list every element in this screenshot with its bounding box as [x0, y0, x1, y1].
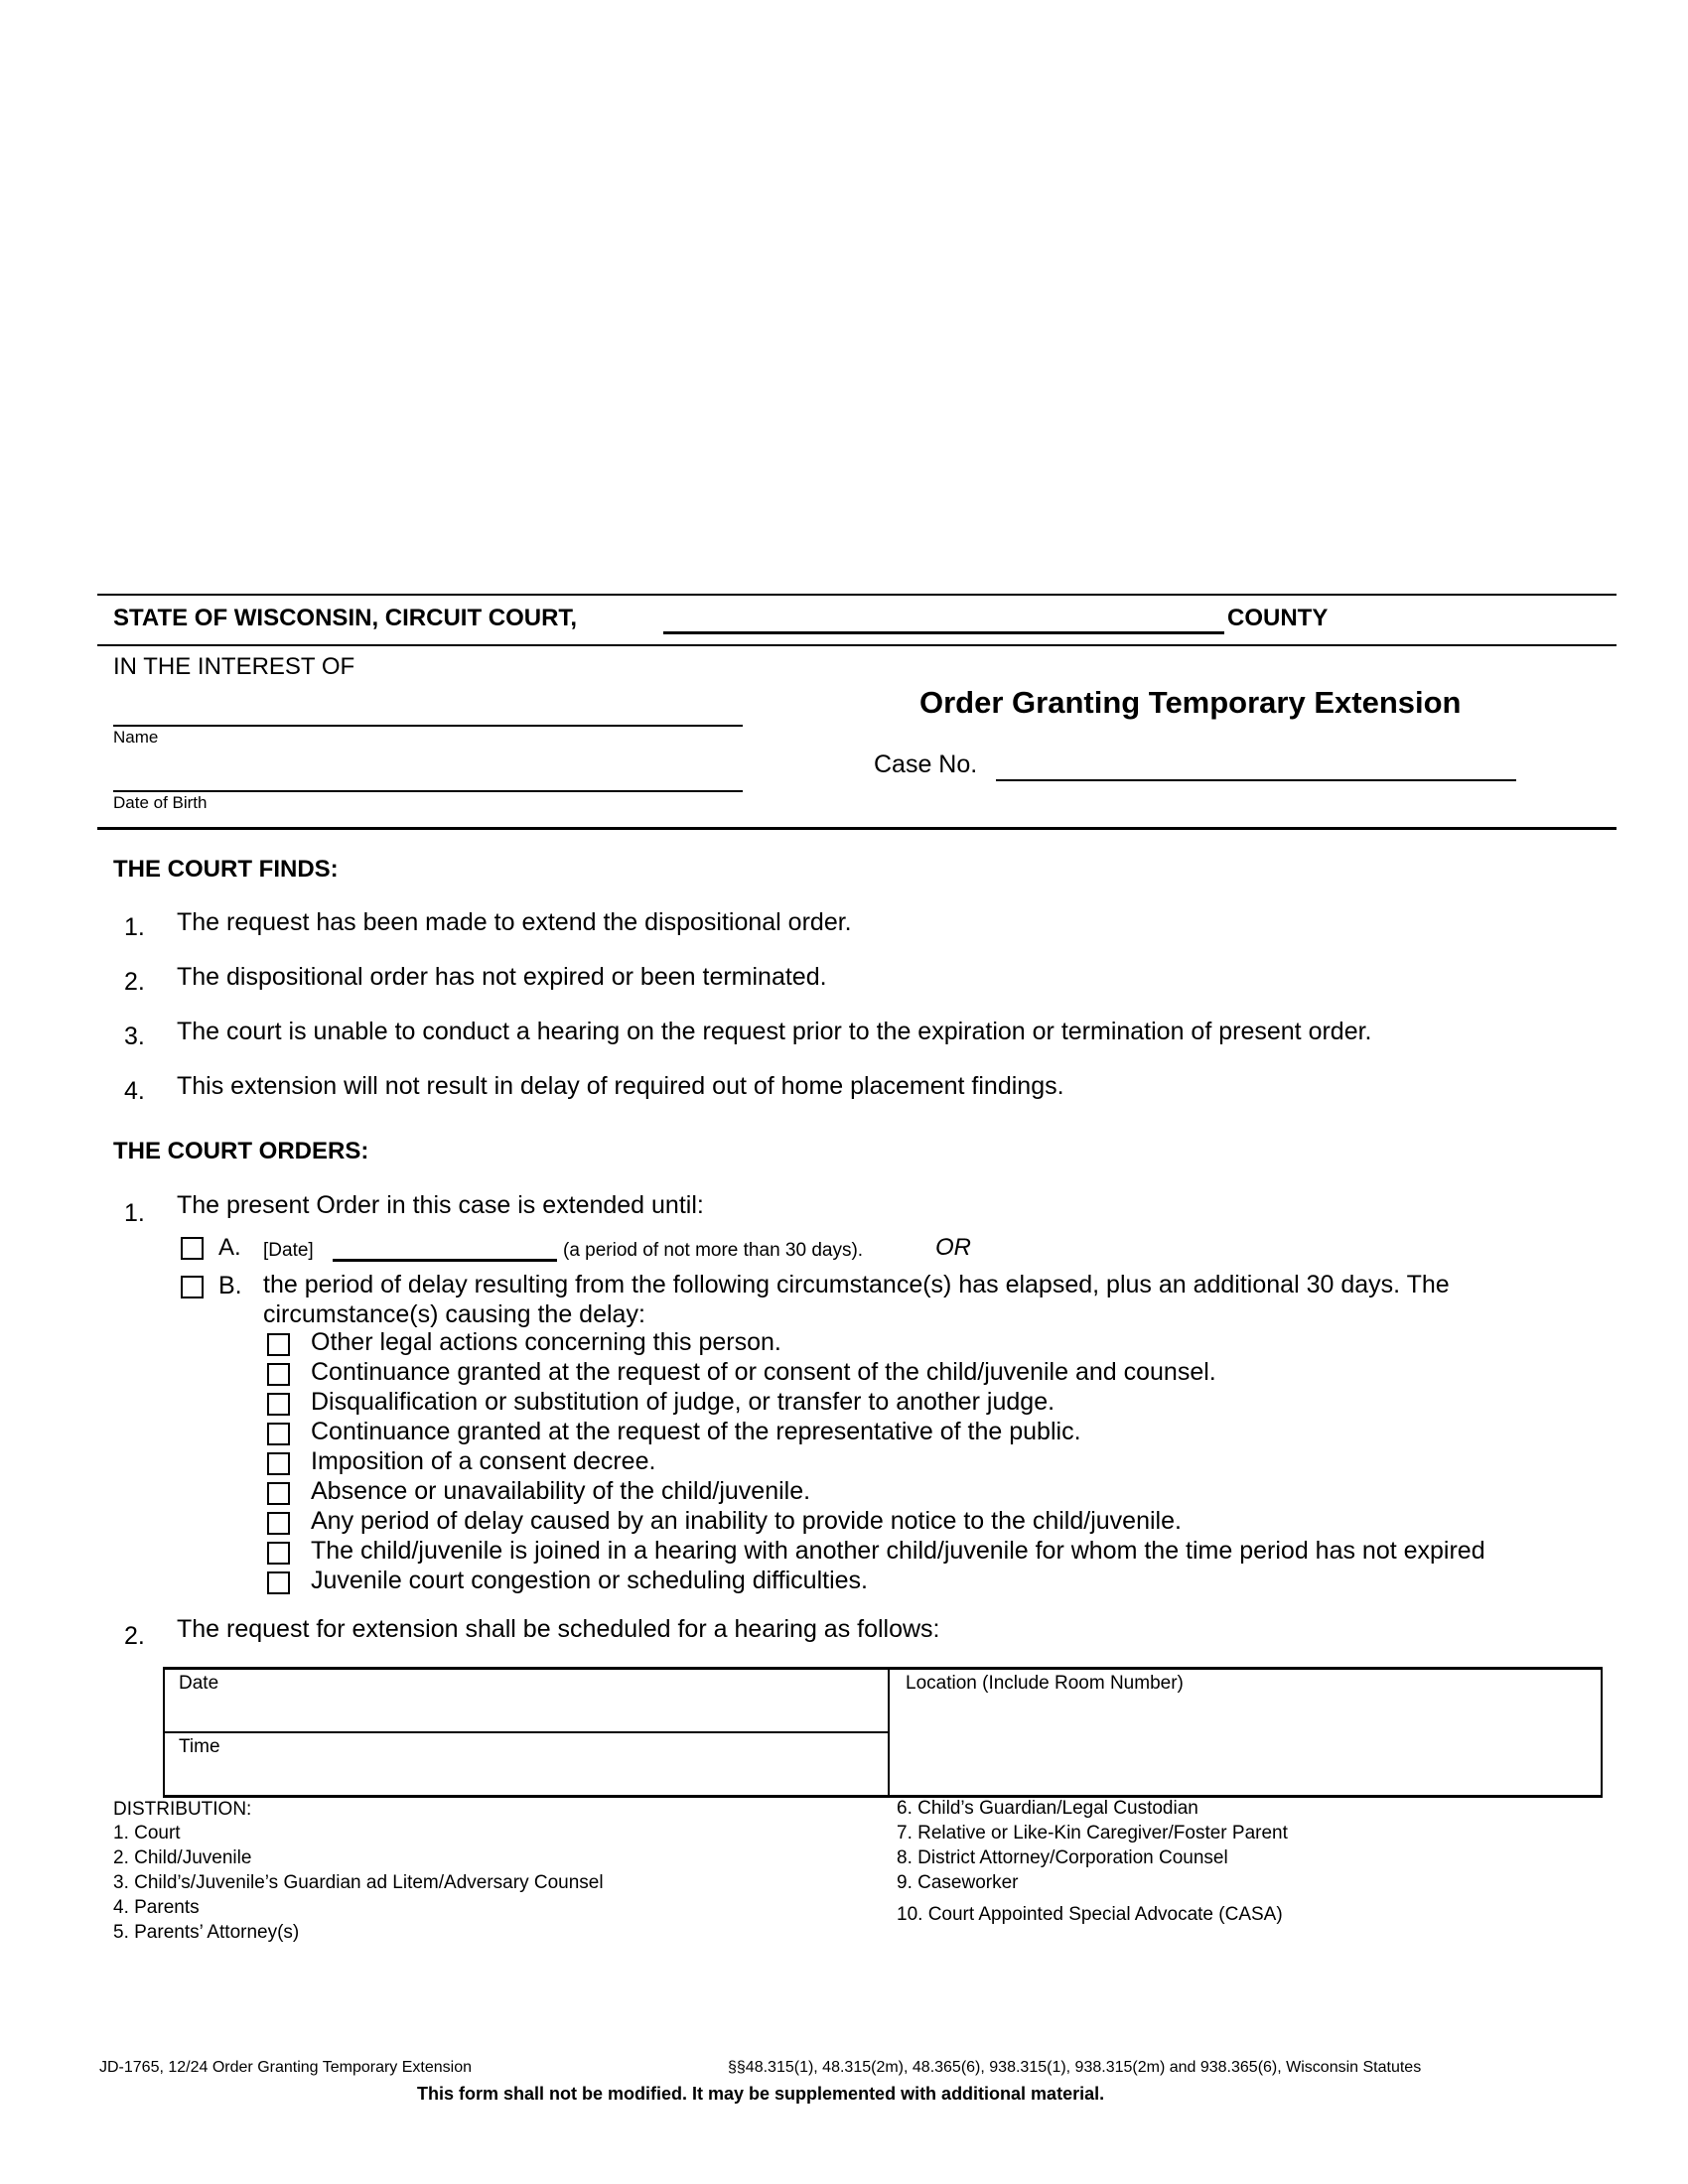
case-no-field[interactable] [996, 779, 1516, 781]
hearing-time-cell[interactable] [165, 1733, 890, 1796]
distribution-item: 7. Relative or Like-Kin Caregiver/Foster Parent [897, 1823, 1288, 1843]
case-no-label: Case No. [874, 751, 978, 778]
finding-num: 4. [124, 1077, 145, 1105]
state-court-label: STATE OF WISCONSIN, CIRCUIT COURT, [113, 605, 578, 631]
order-text: The request for extension shall be scheduled for a hearing as follows: [177, 1615, 940, 1643]
option-b-line1: the period of delay resulting from the following circumstance(s) has elapsed, plus an additional 30 days. The [263, 1271, 1450, 1298]
circumstance-label: The child/juvenile is joined in a hearing with another child/juvenile for whom the time period has not expired [311, 1537, 1485, 1565]
dob-label: Date of Birth [113, 793, 208, 812]
circumstance-checkbox[interactable] [267, 1571, 290, 1594]
hearing-date-label: Date [179, 1673, 219, 1694]
footer-notice: This form shall not be modified. It may be supplemented with additional material. [417, 2084, 1105, 2104]
hearing-location-label: Location (Include Room Number) [906, 1673, 1184, 1694]
interest-of-label: IN THE INTEREST OF [113, 653, 355, 680]
findings-heading: THE COURT FINDS: [113, 856, 339, 883]
orders-heading: THE COURT ORDERS: [113, 1138, 369, 1164]
circumstance-label: Continuance granted at the request of the representative of the public. [311, 1418, 1081, 1445]
distribution-item: 9. Caseworker [897, 1872, 1019, 1893]
finding-text: The dispositional order has not expired or been terminated. [177, 963, 827, 991]
form-title: Order Granting Temporary Extension [919, 685, 1462, 720]
hearing-table [163, 1667, 1603, 1798]
header-bottom-rule [97, 827, 1617, 830]
option-b-checkbox[interactable] [181, 1276, 204, 1298]
option-a-date-field[interactable] [333, 1259, 557, 1262]
footer-statutes: §§48.315(1), 48.315(2m), 48.365(6), 938.315(1), 938.315(2m) and 938.365(6), Wisconsin Statutes [728, 2059, 1422, 2076]
footer-form-id: JD-1765, 12/24 Order Granting Temporary Extension [99, 2059, 473, 2076]
distribution-item: 4. Parents [113, 1897, 200, 1918]
order-num: 1. [124, 1199, 145, 1227]
circumstance-checkbox[interactable] [267, 1393, 290, 1416]
order-num: 2. [124, 1622, 145, 1650]
option-a-letter: A. [218, 1234, 241, 1261]
header-top-rule [97, 594, 1617, 596]
circumstance-checkbox[interactable] [267, 1333, 290, 1356]
distribution-item: 10. Court Appointed Special Advocate (CASA) [897, 1904, 1283, 1925]
distribution-item: 6. Child’s Guardian/Legal Custodian [897, 1798, 1198, 1819]
name-label: Name [113, 728, 159, 747]
circumstance-checkbox[interactable] [267, 1423, 290, 1445]
distribution-item: 1. Court [113, 1823, 181, 1843]
header-second-rule [97, 644, 1617, 646]
circumstance-checkbox[interactable] [267, 1542, 290, 1565]
finding-text: The court is unable to conduct a hearing on the request prior to the expiration or termination of present order. [177, 1018, 1372, 1045]
order-text: The present Order in this case is extended until: [177, 1191, 704, 1219]
option-a-note: (a period of not more than 30 days). [563, 1240, 864, 1261]
circumstance-label: Juvenile court congestion or scheduling difficulties. [311, 1567, 868, 1594]
option-a-or: OR [935, 1234, 971, 1261]
distribution-item: 8. District Attorney/Corporation Counsel [897, 1847, 1228, 1868]
distribution-item: 5. Parents’ Attorney(s) [113, 1922, 300, 1943]
distribution-item: 3. Child’s/Juvenile’s Guardian ad Litem/Adversary Counsel [113, 1872, 604, 1893]
option-b-letter: B. [218, 1272, 242, 1299]
hearing-time-label: Time [179, 1736, 220, 1757]
circumstance-label: Imposition of a consent decree. [311, 1447, 656, 1475]
hearing-date-cell[interactable] [165, 1670, 890, 1733]
circumstance-checkbox[interactable] [267, 1363, 290, 1386]
hearing-location-cell[interactable] [890, 1670, 1601, 1796]
county-label: COUNTY [1227, 605, 1329, 631]
circumstance-checkbox[interactable] [267, 1512, 290, 1535]
option-a-checkbox[interactable] [181, 1237, 204, 1260]
option-b-line2: circumstance(s) causing the delay: [263, 1300, 645, 1328]
county-field[interactable] [663, 631, 1224, 634]
finding-num: 1. [124, 913, 145, 941]
option-a-date-label: [Date] [263, 1240, 314, 1261]
name-field[interactable] [113, 725, 743, 727]
circumstance-checkbox[interactable] [267, 1452, 290, 1475]
circumstance-checkbox[interactable] [267, 1482, 290, 1505]
circumstance-label: Absence or unavailability of the child/juvenile. [311, 1477, 811, 1505]
distribution-item: 2. Child/Juvenile [113, 1847, 252, 1868]
finding-num: 2. [124, 968, 145, 996]
circumstance-label: Continuance granted at the request of or consent of the child/juvenile and counsel. [311, 1358, 1216, 1386]
circumstance-label: Disqualification or substitution of judge, or transfer to another judge. [311, 1388, 1055, 1416]
finding-text: The request has been made to extend the dispositional order. [177, 908, 852, 936]
circumstance-label: Other legal actions concerning this person. [311, 1328, 781, 1356]
distribution-heading: DISTRIBUTION: [113, 1799, 252, 1820]
dob-field[interactable] [113, 790, 743, 792]
finding-num: 3. [124, 1023, 145, 1050]
circumstance-label: Any period of delay caused by an inability to provide notice to the child/juvenile. [311, 1507, 1182, 1535]
finding-text: This extension will not result in delay of required out of home placement findings. [177, 1072, 1064, 1100]
